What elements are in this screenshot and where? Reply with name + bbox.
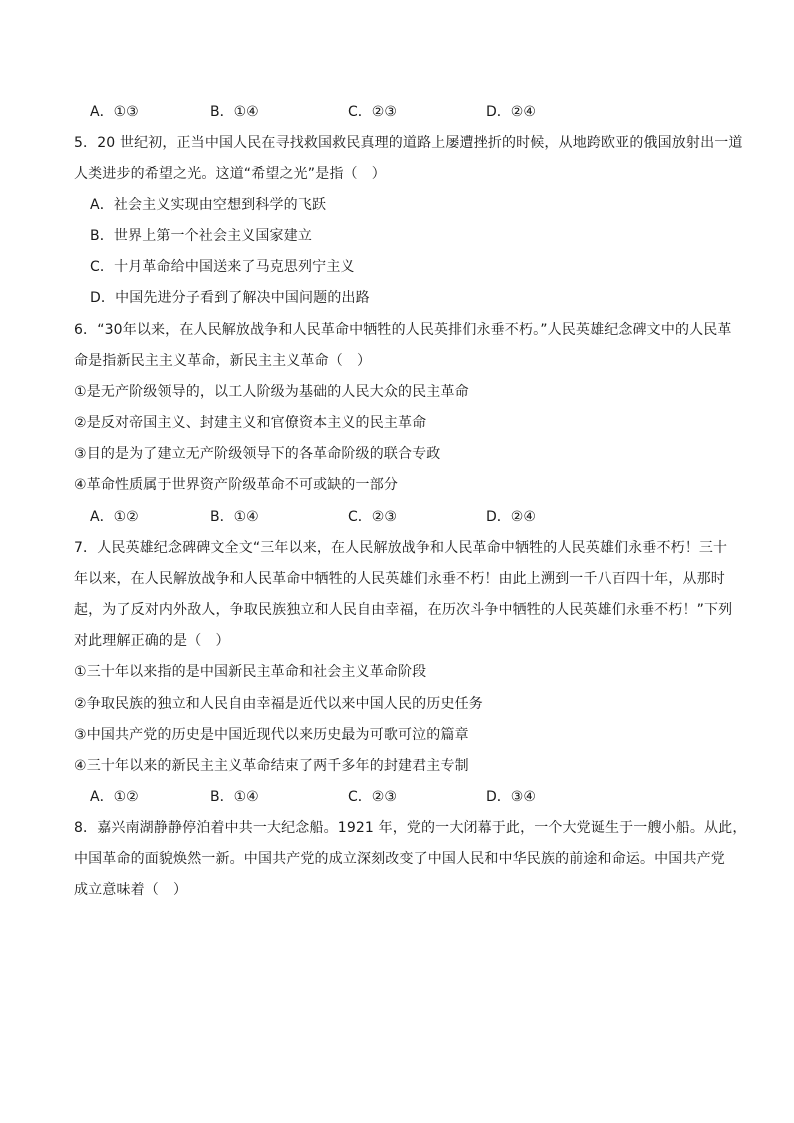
q4-option-b[interactable]: B．①④ bbox=[210, 104, 259, 120]
q8-stem-line-1: 8．嘉兴南湖静静停泊着中共一大纪念船。1921 年，党的一大闭幕于此，一个大党诞生于一艘小船。从此， bbox=[74, 820, 747, 836]
q6-statement-4: ④革命性质属于世界资产阶级革命不可或缺的一部分 bbox=[74, 477, 398, 493]
q6-stem-line-1: 6．“30年以来，在人民解放战争和人民革命中牺牲的人民英排们永垂不朽。”人民英雄纪念碑文中的人民革 bbox=[74, 322, 732, 338]
q5-stem-line-2: 人类进步的希望之光。这道“希望之光”是指（ ） bbox=[74, 166, 386, 182]
q5-stem-line-1: 5．20 世纪初，正当中国人民在寻找救国救民真理的道路上屡遭挫折的时候，从地跨欧亚的俄国放射出一道 bbox=[74, 135, 743, 151]
q5-choice-b[interactable]: B．世界上第一个社会主义国家建立 bbox=[90, 228, 313, 244]
q7-option-a[interactable]: A．①② bbox=[90, 789, 139, 805]
q6-option-c[interactable]: C．②③ bbox=[348, 509, 397, 525]
q4-option-c[interactable]: C．②③ bbox=[348, 104, 397, 120]
q7-stem-line-4: 对此理解正确的是（ ） bbox=[74, 633, 230, 649]
q8-stem-line-2: 中国革命的面貌焕然一新。中国共产党的成立深刻改变了中国人民和中华民族的前途和命运。中国共产党 bbox=[74, 851, 725, 867]
q4-option-d[interactable]: D．②④ bbox=[486, 104, 536, 120]
q6-statement-1: ①是无产阶级领导的，以工人阶级为基础的人民大众的民主革命 bbox=[74, 384, 469, 400]
q6-option-a[interactable]: A．①② bbox=[90, 509, 139, 525]
q5-choice-d[interactable]: D．中国先进分子看到了解决中国问题的出路 bbox=[90, 290, 370, 306]
q6-option-d[interactable]: D．②④ bbox=[486, 509, 536, 525]
q7-statement-3: ③中国共产党的历史是中国近现代以来历史最为可歌可泣的篇章 bbox=[74, 727, 469, 743]
q4-options bbox=[90, 102, 690, 122]
q7-stem-line-3: 起，为了反对内外敌人，争取民族独立和人民自由幸福，在历次斗争中牺牲的人民英雄们永垂不朽！”下列 bbox=[74, 602, 733, 618]
q7-option-c[interactable]: C．②③ bbox=[348, 789, 397, 805]
q4-option-a[interactable]: A．①③ bbox=[90, 104, 139, 120]
q6-option-b[interactable]: B．①④ bbox=[210, 509, 259, 525]
q6-statement-2: ②是反对帝国主义、封建主义和官僚资本主义的民主革命 bbox=[74, 415, 427, 431]
q6-options bbox=[90, 507, 690, 527]
q7-stem-line-1: 7．人民英雄纪念碑碑文全文“三年以来，在人民解放战争和人民革命中牺牲的人民英雄们永垂不朽！三十 bbox=[74, 540, 728, 556]
q6-stem-line-2: 命是指新民主主义革命，新民主主义革命（ ） bbox=[74, 353, 372, 369]
q5-choice-c[interactable]: C．十月革命给中国送来了马克思列宁主义 bbox=[90, 259, 355, 275]
q7-statement-1: ①三十年以来指的是中国新民主革命和社会主义革命阶段 bbox=[74, 664, 427, 680]
q7-stem-line-2: 年以来，在人民解放战争和人民革命中牺牲的人民英雄们永垂不朽！由此上溯到一千八百四十年，从那时 bbox=[74, 571, 725, 587]
q8-stem-line-3: 成立意味着（ ） bbox=[74, 882, 188, 898]
q6-statement-3: ③目的是为了建立无产阶级领导下的各革命阶级的联合专政 bbox=[74, 446, 441, 462]
q7-options bbox=[90, 787, 690, 807]
q7-statement-4: ④三十年以来的新民主主义革命结束了两千多年的封建君主专制 bbox=[74, 758, 469, 774]
q7-option-d[interactable]: D．③④ bbox=[486, 789, 536, 805]
q5-choice-a[interactable]: A．社会主义实现由空想到科学的飞跃 bbox=[90, 197, 327, 213]
q7-option-b[interactable]: B．①④ bbox=[210, 789, 259, 805]
q7-statement-2: ②争取民族的独立和人民自由幸福是近代以来中国人民的历史任务 bbox=[74, 696, 483, 712]
